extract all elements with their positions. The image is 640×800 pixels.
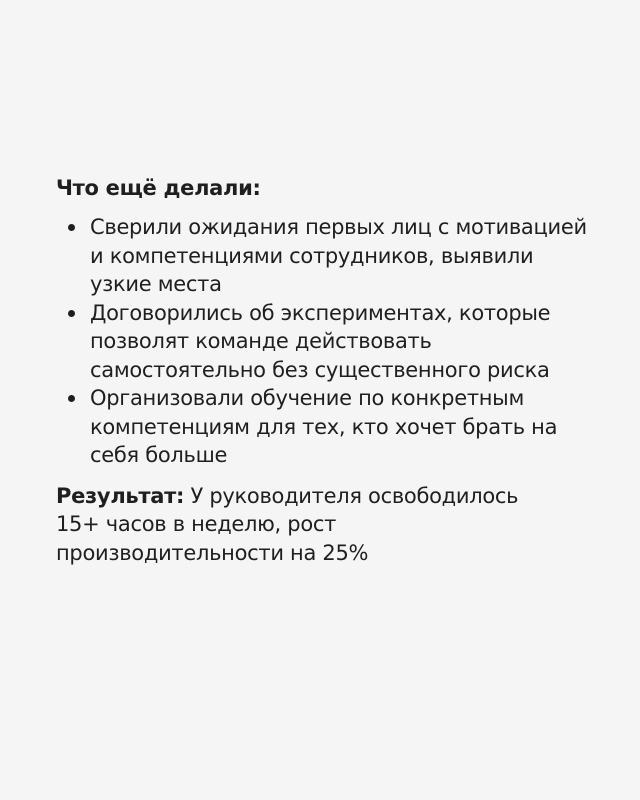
result-label: Результат: — [56, 483, 185, 508]
list-item-text: Сверили ожидания первых лиц с мотивацией и компетенциями сотрудников, выявили узкие места — [90, 215, 587, 296]
bullet-icon — [68, 310, 75, 317]
bullet-icon — [68, 224, 75, 231]
list-item-text: Договорились об экспериментах, которые позволят команде действовать самостоятельно без существенного риска — [90, 300, 551, 382]
bullet-icon — [68, 395, 75, 402]
result-text: У руководителя освободилось 15+ часов в неделю, рост производительности на 25% — [56, 483, 519, 565]
list-item-text: Организовали обучение по конкретным компетенциям для тех, кто хочет брать на себя больше — [90, 386, 558, 467]
result-paragraph — [56, 482, 556, 568]
content-block — [56, 173, 616, 567]
list-item — [56, 213, 600, 299]
bullet-list — [56, 213, 616, 470]
list-item — [56, 384, 600, 470]
list-item — [56, 299, 600, 385]
section-heading: Что ещё делали: — [56, 176, 261, 200]
